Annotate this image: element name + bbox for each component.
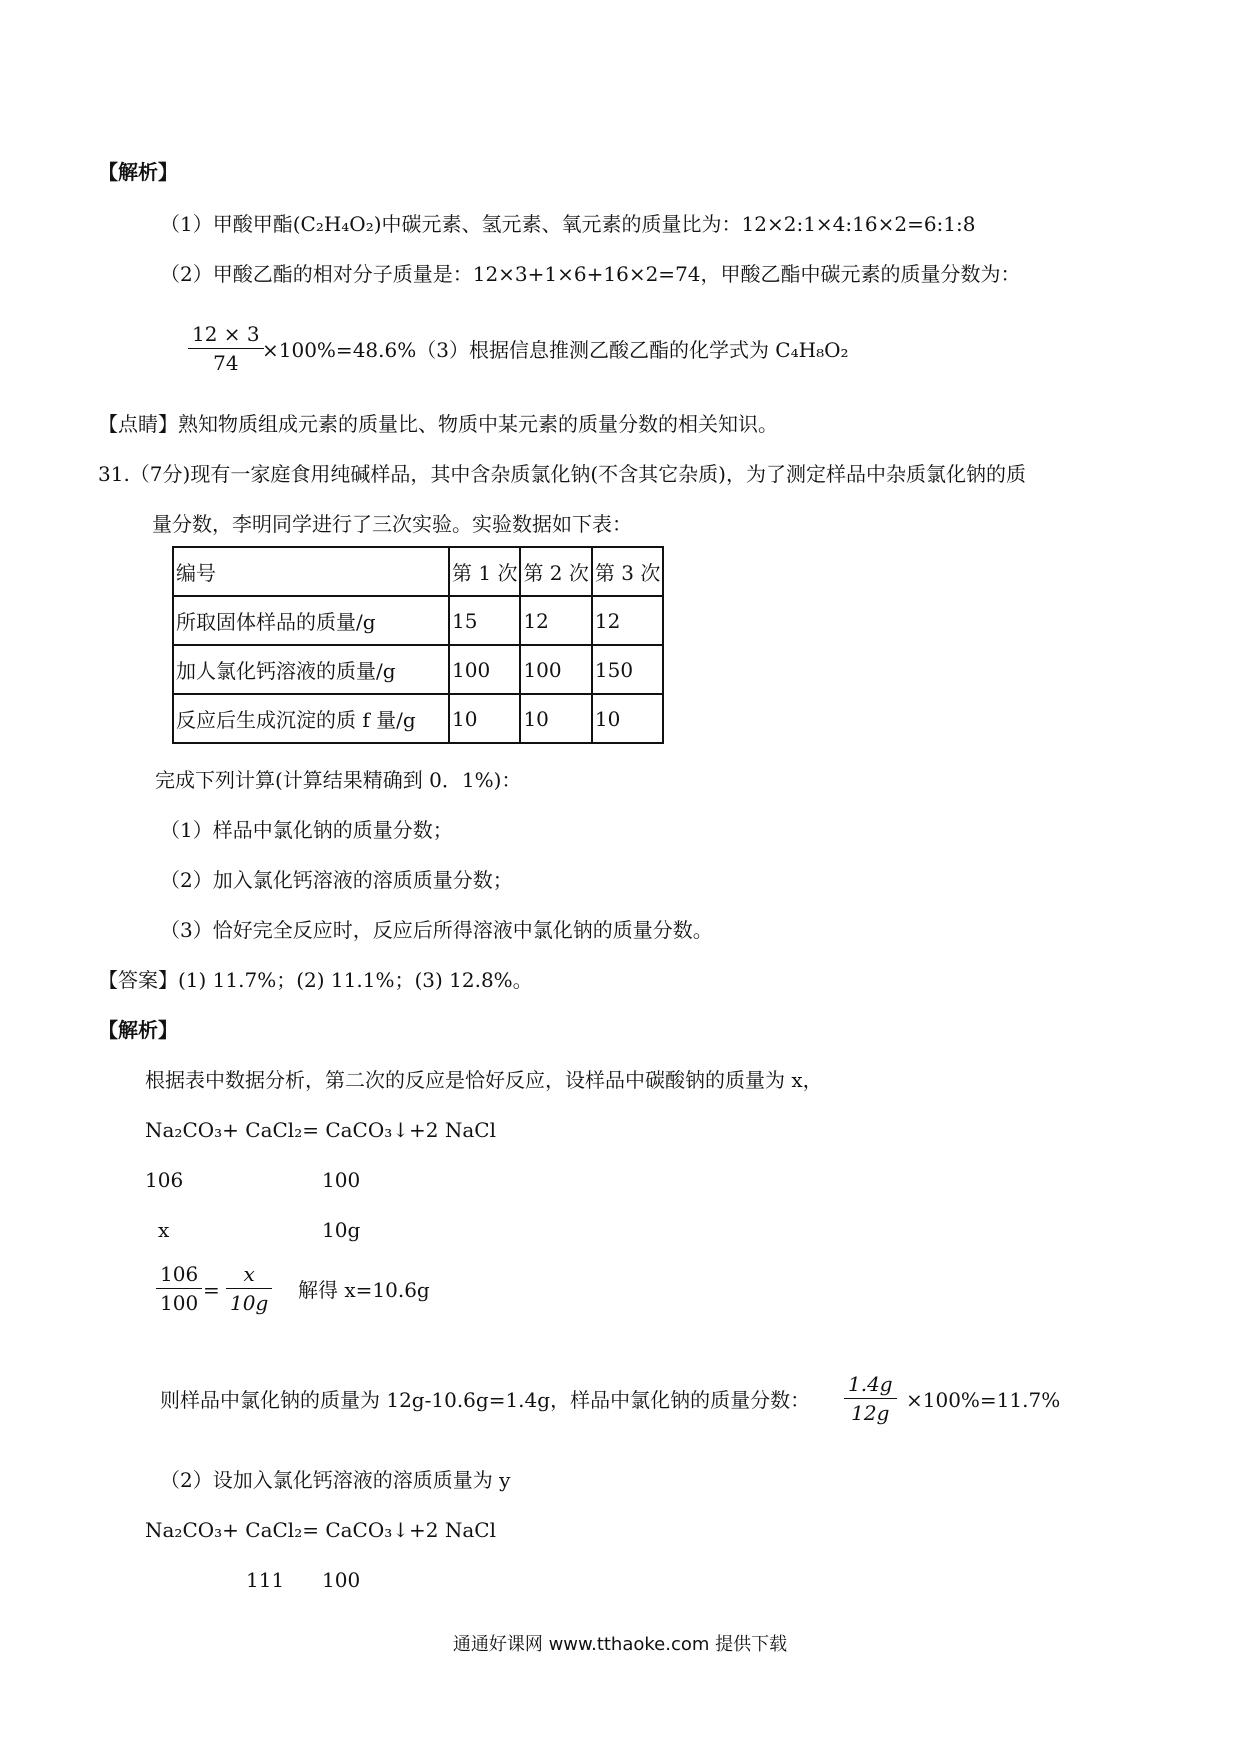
analysis-line-2: （2）甲酸乙酯的相对分子质量是：12×3+1×6+16×2=74，甲酸乙酯中碳元素的质量分数为： bbox=[160, 262, 1021, 286]
table-header-row bbox=[173, 547, 663, 596]
table-cell: 反应后生成沉淀的质 f 量/g bbox=[173, 694, 449, 743]
table-header-cell: 第 2 次 bbox=[520, 547, 591, 596]
analysis-line-3: ×100%=48.6%（3）根据信息推测乙酸乙酯的化学式为 C₄H₈O₂ bbox=[262, 338, 849, 362]
analysis-heading-2: 【解析】 bbox=[98, 1018, 178, 1042]
answer-line: 【答案】(1) 11.7%；(2) 11.1%；(3) 12.8%。 bbox=[98, 968, 533, 992]
molar-mass-cacl2: 111 bbox=[246, 1568, 285, 1592]
table-row bbox=[173, 645, 663, 694]
molar-mass-na2co3: 106 bbox=[145, 1168, 184, 1192]
table-cell: 100 bbox=[449, 645, 520, 694]
fraction-denominator: 74 bbox=[188, 348, 264, 375]
table-cell: 150 bbox=[592, 645, 663, 694]
table-header-cell: 编号 bbox=[173, 547, 449, 596]
table-header-cell: 第 3 次 bbox=[592, 547, 663, 596]
task-instruction: 完成下列计算(计算结果精确到 0．1%)： bbox=[155, 768, 522, 792]
fraction-carbon-mass bbox=[188, 322, 264, 375]
table-cell: 10 bbox=[592, 694, 663, 743]
fraction-numerator: 106 bbox=[160, 1262, 199, 1286]
question-31-line-1: 31.（7分)现有一家庭食用纯碱样品，其中含杂质氯化钠(不含其它杂质)，为了测定样品中杂质氯化钠的质 bbox=[98, 462, 1026, 486]
table-cell: 10 bbox=[520, 694, 591, 743]
molar-mass-caco3: 100 bbox=[322, 1168, 361, 1192]
molar-mass-caco3-2: 100 bbox=[322, 1568, 361, 1592]
nacl-percent: ×100%=11.7% bbox=[906, 1388, 1061, 1412]
sub-question-3: （3）恰好完全反应时，反应后所得溶液中氯化钠的质量分数。 bbox=[160, 918, 713, 942]
page-footer: 通通好课网 www.tthaoke.com 提供下载 bbox=[452, 1634, 788, 1655]
reaction-equation-1: Na₂CO₃+ CaCl₂= CaCO₃↓+2 NaCl bbox=[145, 1118, 496, 1142]
part-2-setup: （2）设加入氯化钙溶液的溶质质量为 y bbox=[160, 1468, 511, 1492]
equals-sign: = bbox=[203, 1278, 220, 1302]
table-cell: 所取固体样品的质量/g bbox=[173, 596, 449, 645]
table-cell: 100 bbox=[520, 645, 591, 694]
analysis-heading-1: 【解析】 bbox=[98, 160, 178, 184]
fraction-numerator: 1.4g bbox=[848, 1372, 893, 1396]
table-cell: 加人氯化钙溶液的质量/g bbox=[173, 645, 449, 694]
table-cell: 12 bbox=[592, 596, 663, 645]
experiment-data-table bbox=[172, 546, 664, 744]
fraction-numerator: 12 × 3 bbox=[192, 322, 260, 346]
analysis-intro: 根据表中数据分析，第二次的反应是恰好反应，设样品中碳酸钠的质量为 x， bbox=[145, 1068, 823, 1092]
sub-question-1: （1）样品中氯化钠的质量分数； bbox=[160, 818, 453, 842]
table-cell: 10 bbox=[449, 694, 520, 743]
fraction-denominator: 12g bbox=[844, 1398, 897, 1425]
analysis-line-1: （1）甲酸甲酯(C₂H₄O₂)中碳元素、氢元素、氧元素的质量比为：12×2:1×4:16×2=6:1:8 bbox=[160, 212, 976, 236]
unknown-x: x bbox=[158, 1218, 170, 1242]
table-cell: 15 bbox=[449, 596, 520, 645]
table-row bbox=[173, 596, 663, 645]
question-31-line-2: 量分数，李明同学进行了三次实验。实验数据如下表： bbox=[152, 512, 632, 536]
table-header-cell: 第 1 次 bbox=[449, 547, 520, 596]
proportion-right-fraction bbox=[226, 1262, 272, 1315]
reaction-equation-2: Na₂CO₃+ CaCl₂= CaCO₃↓+2 NaCl bbox=[145, 1518, 496, 1542]
fraction-denominator: 100 bbox=[156, 1288, 202, 1315]
nacl-mass-line: 则样品中氯化钠的质量为 12g-10.6g=1.4g，样品中氯化钠的质量分数： bbox=[160, 1388, 811, 1412]
nacl-fraction bbox=[844, 1372, 897, 1425]
table-row bbox=[173, 694, 663, 743]
key-point-note: 【点睛】熟知物质组成元素的质量比、物质中某元素的质量分数的相关知识。 bbox=[98, 412, 778, 436]
proportion-left-fraction bbox=[156, 1262, 202, 1315]
fraction-denominator: 10g bbox=[226, 1288, 272, 1315]
table-cell: 12 bbox=[520, 596, 591, 645]
precipitate-mass: 10g bbox=[322, 1218, 361, 1242]
sub-question-2: （2）加入氯化钙溶液的溶质质量分数； bbox=[160, 868, 513, 892]
fraction-numerator: x bbox=[243, 1262, 255, 1286]
solution-x: 解得 x=10.6g bbox=[298, 1278, 430, 1302]
